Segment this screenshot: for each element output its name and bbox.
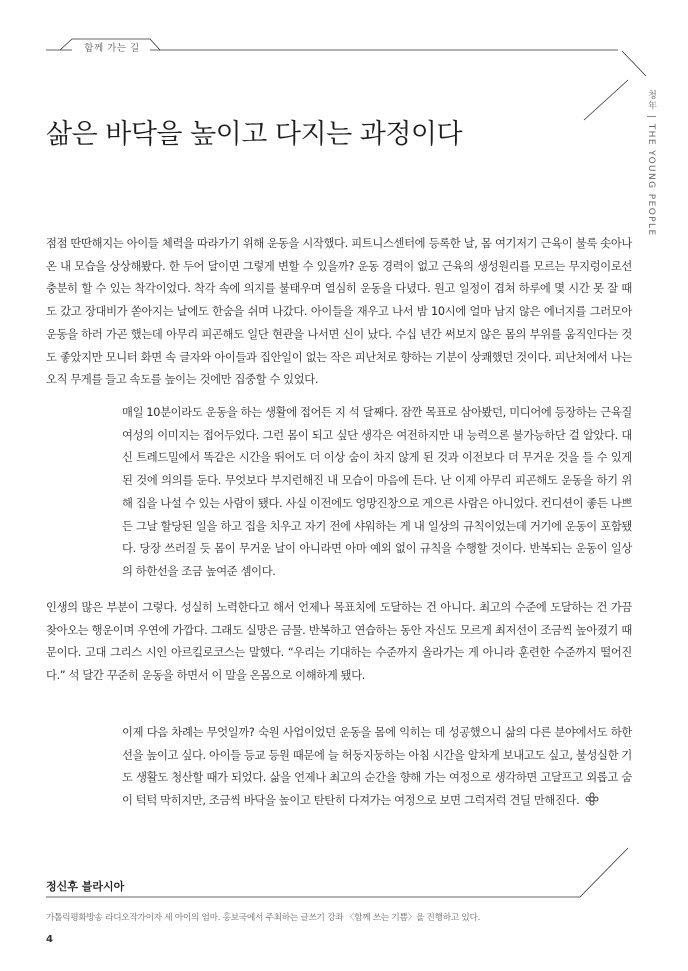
paragraph-1: 점점 딴딴해지는 아이들 체력을 따라가기 위해 운동을 시작했다. 피트니스센터에 등록한 날, 몸 여기저기 근육이 불룩 솟아나온 내 모습을 상상해봤다. 한 두어 달이면 그렇게 변할 수 있을까? 운동 경력이 없고 근육의 생성원리를 모르는 무지렁이로선 충분히 할 수 있는 착각이었다. 착각 속에 의지를 불태우며 열심히 운동을 다녔다. 원고 일정이 겹쳐 하루에 몇 시간 못 잘 때도 갔고 장대비가 쏟아지는 날에도 한숨을 쉬며 나갔다. 아이들을 재우고 나서 밤 10시에 얼마 남지 않은 에너지를 그러모아 운동을 하러 가곤 했는데 아무리 피곤해도 일단 현관을 나서면 신이 났다. 수십 년간 써보지 않은 몸의 부위를 움직인다는 것도 좋았지만 모니터 화면 속 글자와 아이들과 집안일이 없는 작은 피난처로 향하는 기분이 상쾌했던 것이다. 피난처에서 나는 오직 무게를 들고 속도를 높이는 것에만 집중할 수 있었다.: [46, 237, 632, 387]
flower-end-mark-icon: [585, 792, 599, 815]
section-label: 함께 가는 길: [84, 43, 140, 54]
author-name: 정신후 블라시아: [46, 880, 125, 893]
paragraph-4: [122, 722, 632, 815]
article-title: 삶은 바닥을 높이고 다지는 과정이다: [46, 119, 463, 150]
title-accent-line: [584, 80, 628, 120]
paragraph-3: 인생의 많은 부분이 그렇다. 성실히 노력한다고 해서 언제나 목표치에 도달하는 건 아니다. 최고의 수준에 도달하는 건 가끔 찾아오는 행운이며 우연에 가깝다. 그래도 실망은 금물. 반복하고 연습하는 동안 자신도 모르게 최저선이 조금씩 높아졌기 때문이다. 고대 그리스 시인 아르킬로코스는 말했다. “우리는 기대하는 수준까지 올라가는 게 아니라 훈련한 수준까지 떨어진다.” 석 달간 꾸준히 운동을 하면서 이 말을 온몸으로 이해하게 됐다.: [46, 601, 632, 683]
paragraph-4-text: 이제 다음 차례는 무엇일까? 숙원 사업이었던 운동을 몸에 익히는 데 성공했으니 삶의 다른 분야에서도 하한선을 높이고 싶다. 아이들 등교 등원 때문에 늘 허둥지둥하는 아침 시간을 알차게 보내고도 싶고, 불성실한 기도 생활도 청산할 때가 되었다. 삶을 언제나 최고의 순간을 향해 가는 여정으로 생각하면 고달프고 외롭고 숨이 턱턱 막히지만, 조금씩 바닥을 높이고 탄탄히 다져가는 여정으로 보면 그럭저럭 견딜 만해진다.: [122, 726, 632, 808]
page-number: 4: [46, 934, 53, 945]
footer-accent-line: [580, 848, 628, 897]
paragraph-2: 매일 10분이라도 운동을 하는 생활에 접어든 지 석 달째다. 잠깐 목표로 삼아봤던, 미디어에 등장하는 근육질 여성의 이미지는 접어두었다. 그런 몸이 되고 싶단 생각은 여전하지만 내 능력으론 불가능하단 걸 알았다. 대신 트레드밀에서 똑같은 시간을 뛰어도 더 이상 숨이 차지 않게 된 것과 이전보다 더 무거운 것을 들 수 있게 된 것에 의의를 둔다. 무엇보다 부지런해진 내 모습이 마음에 든다. 난 이제 아무리 피곤해도 운동을 하기 위해 집을 나설 수 있는 사람이 됐다. 사실 이전에도 엉망진창으로 게으른 사람은 아니었다. 컨디션이 좋든 나쁘든 그날 할당된 일을 하고 집을 치우고 자기 전에 샤워하는 게 내 일상의 규칙이었는데 거기에 운동이 포함됐다. 당장 쓰러질 듯 몸이 무거운 날이 아니라면 아마 예외 없이 규칙을 수행할 것이다. 반복되는 운동이 일상의 하한선을 조금 높여준 셈이다.: [122, 406, 632, 578]
author-bio: 가톨릭평화방송 라디오작가이자 세 아이의 엄마. 홍보국에서 주최하는 글쓰기 강좌 〈함께 쓰는 기쁨〉을 진행하고 있다.: [46, 913, 481, 923]
series-vertical-label: 청年 | THE YOUNG PEOPLE: [646, 90, 656, 237]
corner-diagonal-line: [622, 51, 646, 76]
